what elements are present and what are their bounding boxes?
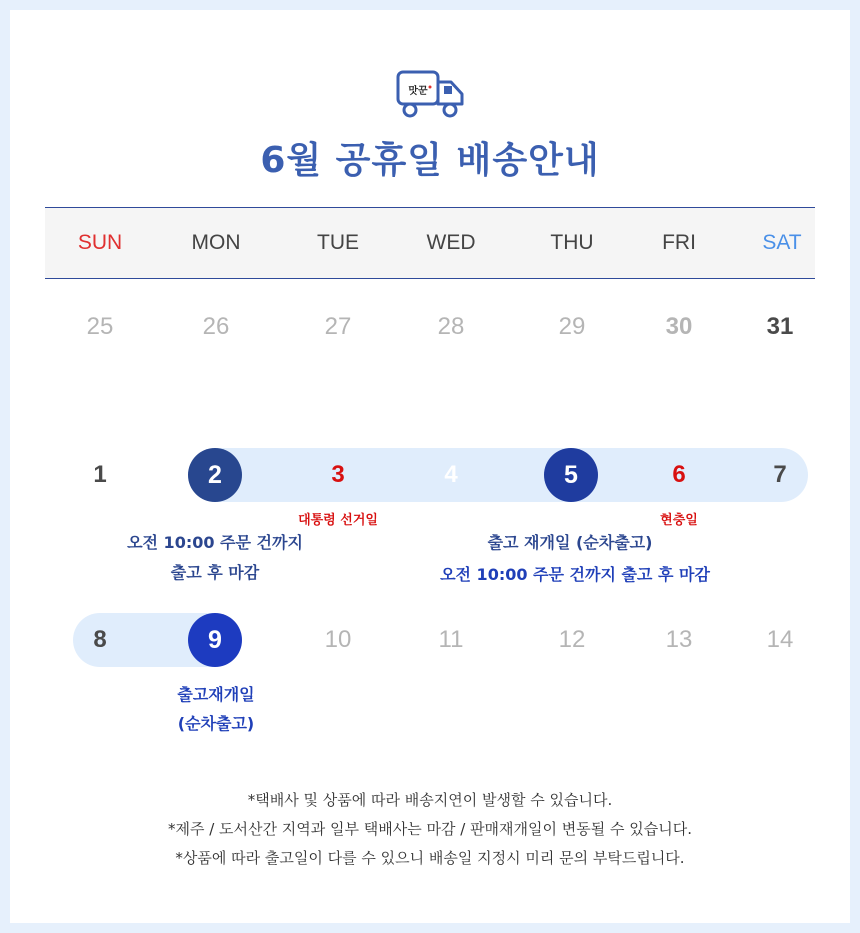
resume2-note-line1: 출고재개일 bbox=[177, 685, 255, 704]
weekday-thu: THU bbox=[550, 231, 594, 254]
footer-note-1: *택배사 및 상품에 따라 배송지연이 발생할 수 있습니다. bbox=[247, 791, 613, 809]
day-jun-3: 3 bbox=[331, 461, 345, 488]
day-jun-14: 14 bbox=[766, 626, 794, 653]
truck-label: 맛꾼 bbox=[408, 86, 428, 97]
resume2-note-line2: (순차출고) bbox=[177, 714, 255, 733]
page-title: 6월 공휴일 배송안내 bbox=[260, 140, 600, 181]
weekday-sun: SUN bbox=[77, 231, 123, 254]
day-jun-5-highlight: 5 bbox=[544, 448, 598, 502]
day-jun-8: 8 bbox=[93, 626, 107, 653]
holiday-label-jun-3: 대통령 선거일 bbox=[298, 513, 378, 528]
weekday-wed: WED bbox=[426, 231, 476, 254]
weekday-fri: FRI bbox=[662, 231, 696, 254]
weekday-sat: SAT bbox=[762, 231, 802, 254]
day-jun-10: 10 bbox=[324, 626, 352, 653]
weekday-header bbox=[45, 207, 815, 279]
cutoff-note-line2: 출고 후 마감 bbox=[170, 563, 260, 582]
day-may-31: 31 bbox=[766, 313, 794, 340]
footer-notes bbox=[0, 786, 860, 873]
footer-note-3: *상품에 따라 출고일이 다를 수 있으니 배송일 지정시 미리 문의 부탁드립니다. bbox=[175, 849, 685, 867]
day-jun-11: 11 bbox=[438, 626, 464, 653]
day-jun-13: 13 bbox=[665, 626, 693, 653]
resume-note-line1: 출고 재개일 (순차출고) bbox=[487, 533, 653, 552]
delivery-truck-icon bbox=[396, 70, 466, 120]
cutoff-note-line1: 오전 10:00 주문 건까지 bbox=[127, 533, 303, 552]
day-may-25: 25 bbox=[86, 313, 114, 340]
day-may-29: 29 bbox=[558, 313, 586, 340]
day-jun-7: 7 bbox=[773, 461, 787, 488]
day-jun-6: 6 bbox=[672, 461, 686, 488]
day-may-27: 27 bbox=[324, 313, 352, 340]
day-may-30: 30 bbox=[665, 313, 693, 340]
day-jun-1: 1 bbox=[93, 461, 107, 488]
day-jun-2-highlight: 2 bbox=[188, 448, 242, 502]
footer-note-2: *제주 / 도서산간 지역과 일부 택배사는 마감 / 판매재개일이 변동될 수 있습니다. bbox=[167, 820, 693, 838]
weekday-tue: TUE bbox=[317, 231, 359, 254]
day-jun-9-highlight: 9 bbox=[188, 613, 242, 667]
day-may-26: 26 bbox=[202, 313, 230, 340]
day-jun-4: 4 bbox=[444, 461, 458, 488]
delivery-period-band bbox=[188, 448, 808, 502]
day-jun-12: 12 bbox=[558, 626, 586, 653]
resume-note-line2: 오전 10:00 주문 건까지 출고 후 마감 bbox=[440, 565, 710, 584]
weekday-mon: MON bbox=[191, 231, 241, 254]
holiday-label-jun-6: 현충일 bbox=[660, 513, 698, 528]
day-may-28: 28 bbox=[437, 313, 465, 340]
